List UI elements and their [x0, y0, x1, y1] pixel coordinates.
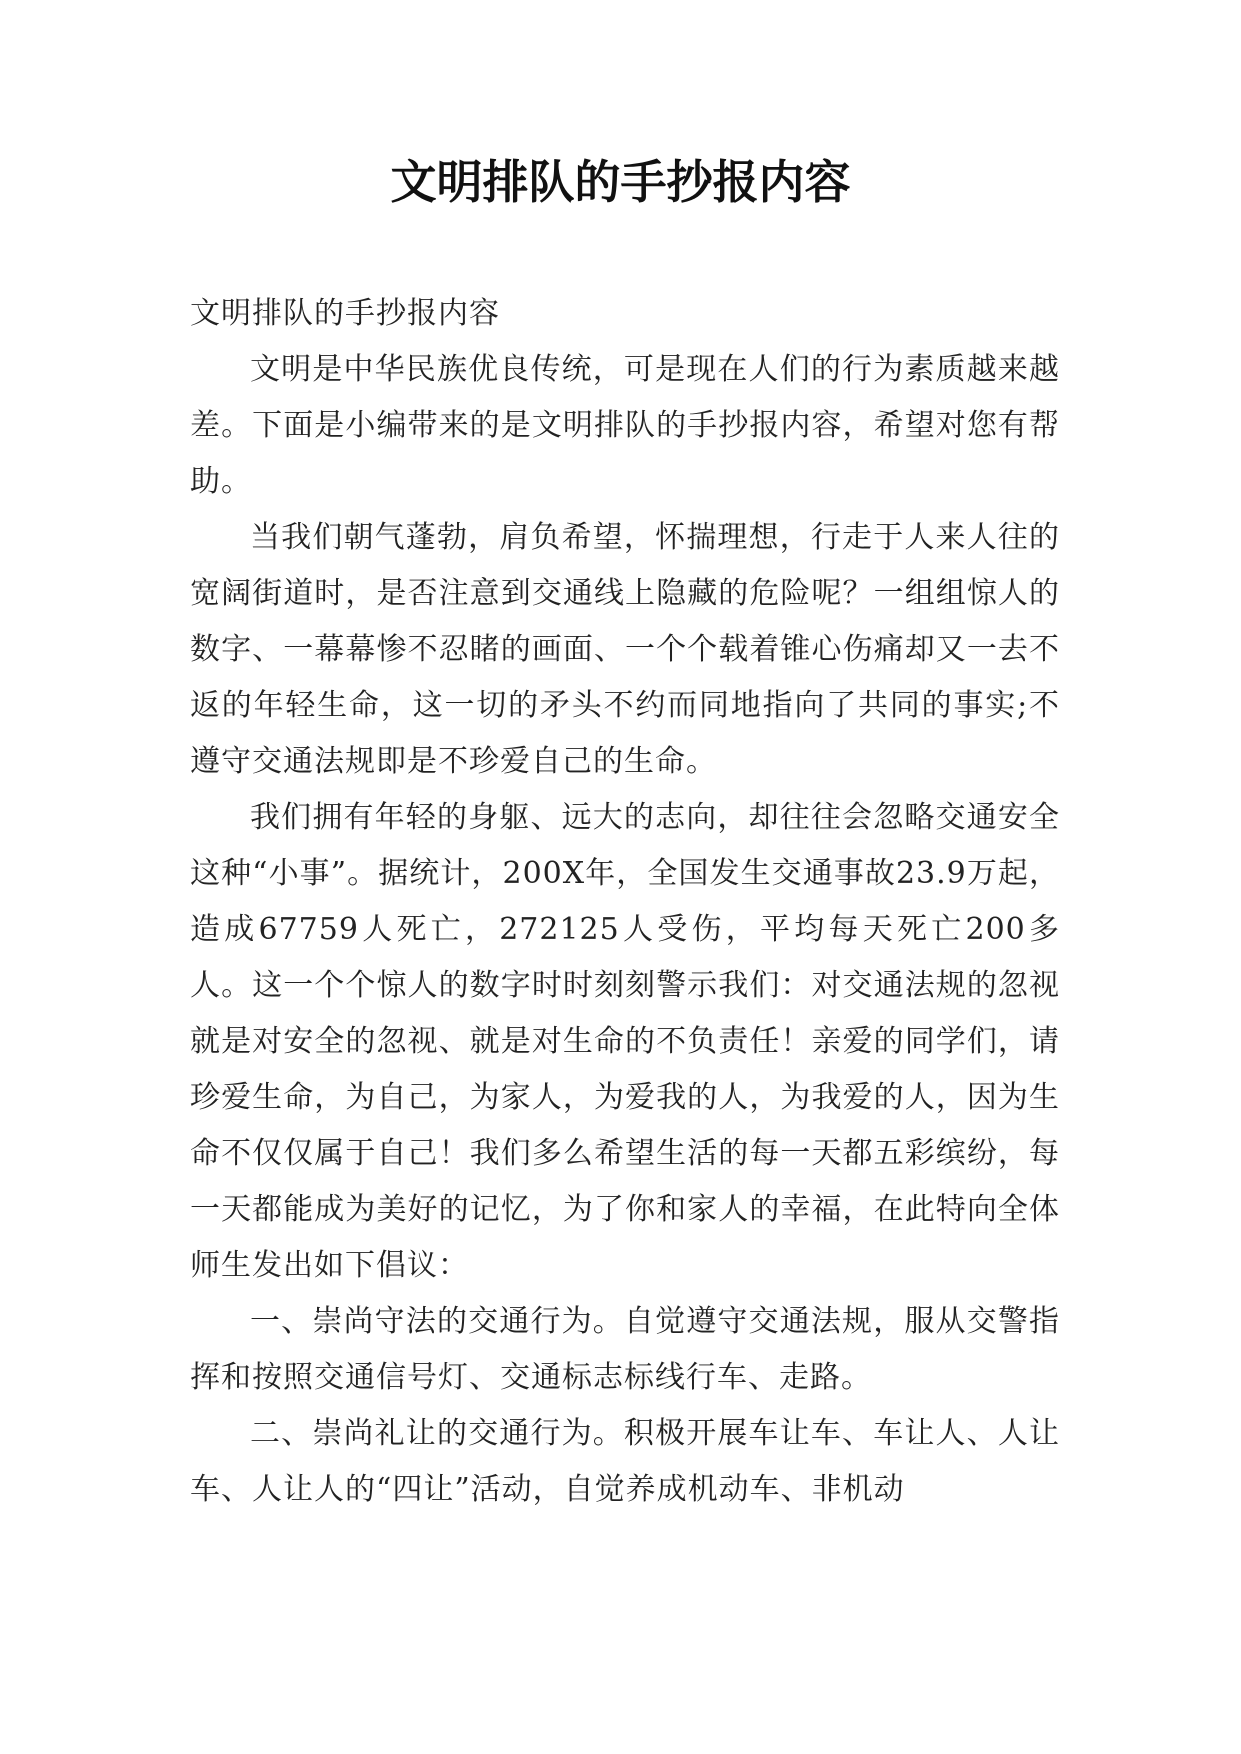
paragraph: 文明是中华民族优良传统，可是现在人们的行为素质越来越差。下面是小编带来的是文明排队的手抄报内容，希望对您有帮助。: [190, 352, 1060, 499]
document-title: 文明排队的手抄报内容: [390, 155, 851, 209]
paragraph: 二、崇尚礼让的交通行为。积极开展车让车、车让人、人让车、人让人的“四让”活动，自觉养成机动车、非机动: [190, 1416, 1060, 1507]
paragraph: 当我们朝气蓬勃，肩负希望，怀揣理想，行走于人来人往的宽阔街道时，是否注意到交通线上隐藏的危险呢？一组组惊人的数字、一幕幕惨不忍睹的画面、一个个载着锥心伤痛却又一去不返的年轻生命，这一切的矛头不约而同地指向了共同的事实;不遵守交通法规即是不珍爱自己的生命。: [190, 520, 1060, 779]
paragraph: 一、崇尚守法的交通行为。自觉遵守交通法规，服从交警指挥和按照交通信号灯、交通标志标线行车、走路。: [190, 1304, 1060, 1395]
document-body: [190, 286, 1060, 1518]
paragraph: 我们拥有年轻的身躯、远大的志向，却往往会忽略交通安全这种“小事”。据统计，200X年，全国发生交通事故23.9万起，造成67759人死亡，272125人受伤，平均每天死亡200多人。这一个个惊人的数字时时刻刻警示我们：对交通法规的忽视就是对安全的忽视、就是对生命的不负责任！亲爱的同学们，请珍爱生命，为自己，为家人，为爱我的人，为我爱的人，因为生命不仅仅属于自己！我们多么希望生活的每一天都五彩缤纷，每一天都能成为美好的记忆，为了你和家人的幸福，在此特向全体师生发出如下倡议：: [190, 800, 1060, 1283]
paragraph-subtitle: 文明排队的手抄报内容: [190, 296, 500, 331]
